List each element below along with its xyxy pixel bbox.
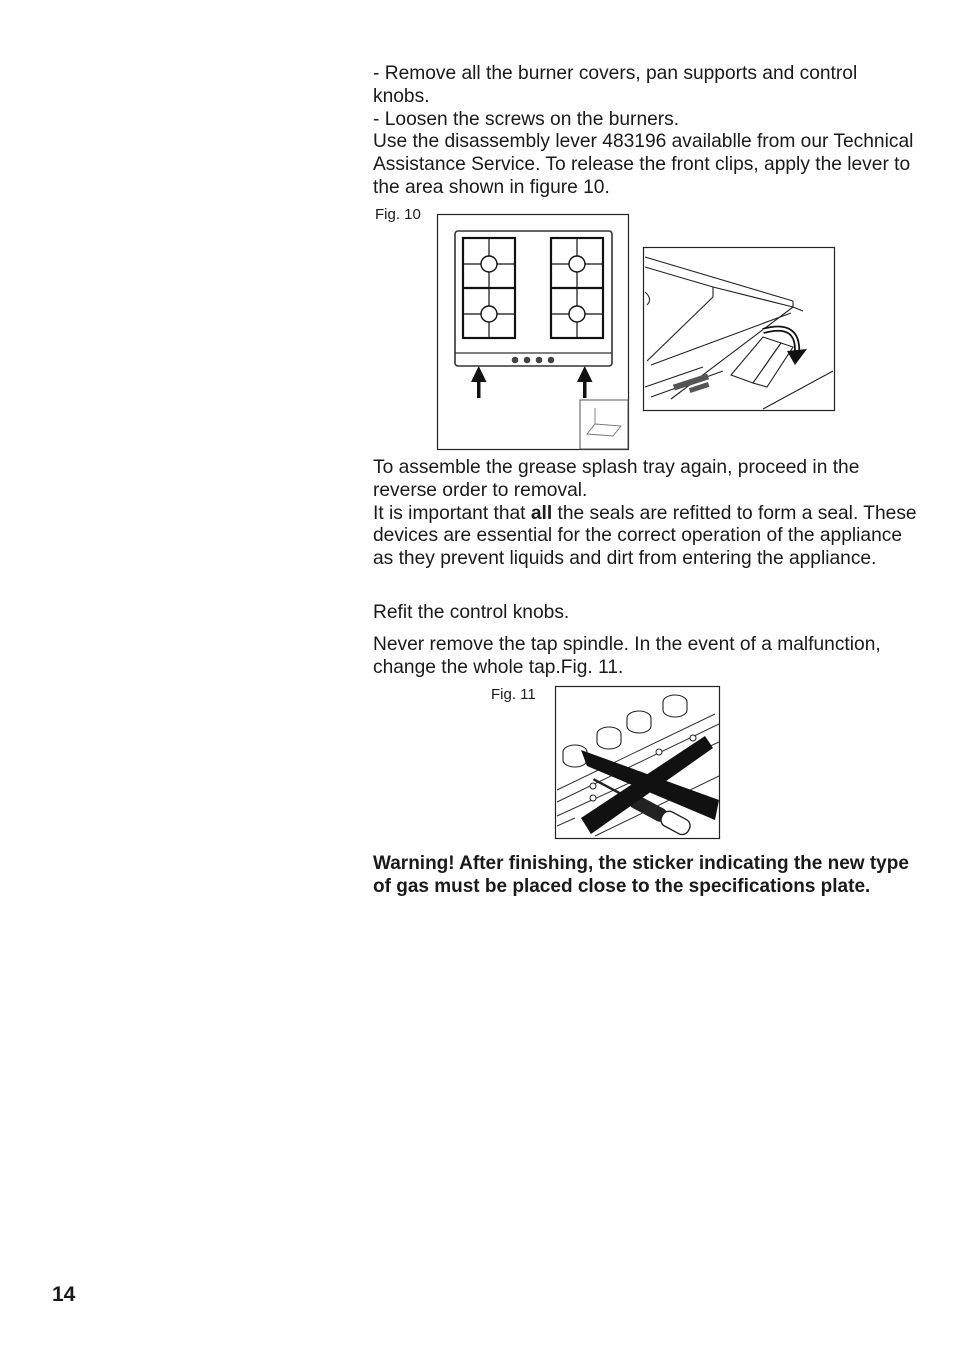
refit-knobs: Refit the control knobs. [373, 602, 570, 623]
step-remove-covers: - Remove all the burner covers, pan supports and control knobs. [373, 63, 858, 107]
fig11-spindle-diagram [555, 686, 721, 840]
fig10-label: Fig. 10 [375, 206, 421, 223]
warning-note: Warning! After finishing, the sticker indicating the new type of gas must be placed close to the specifications plate. [373, 853, 909, 897]
instructions-assembly [373, 457, 918, 571]
emphasis-all: all [530, 502, 553, 524]
step-disassembly-lever: Use the disassembly lever 483196 availablle from our Technical Assistance Service. To release the front clips, apply the lever to the area shown in figure 10. [373, 131, 914, 198]
page-number: 14 [52, 1283, 76, 1306]
fig10-lever-detail [643, 247, 836, 411]
fig10-hob-diagram [437, 214, 630, 451]
step-loosen-screws: - Loosen the screws on the burners. [373, 108, 680, 130]
assembly-reverse-order: To assemble the grease splash tray again, proceed in the reverse order to removal. [373, 457, 860, 501]
fig11-label: Fig. 11 [491, 686, 536, 703]
tap-spindle-note: Never remove the tap spindle. In the event of a malfunction, change the whole tap.Fig. 11. [373, 634, 881, 678]
instructions-removal [373, 63, 918, 200]
seals-note: It is important that all the seals are refitted to form a seal. These devices are essential for the correct operation of the appliance as they prevent liquids and dirt from entering the appliance. [373, 502, 917, 570]
